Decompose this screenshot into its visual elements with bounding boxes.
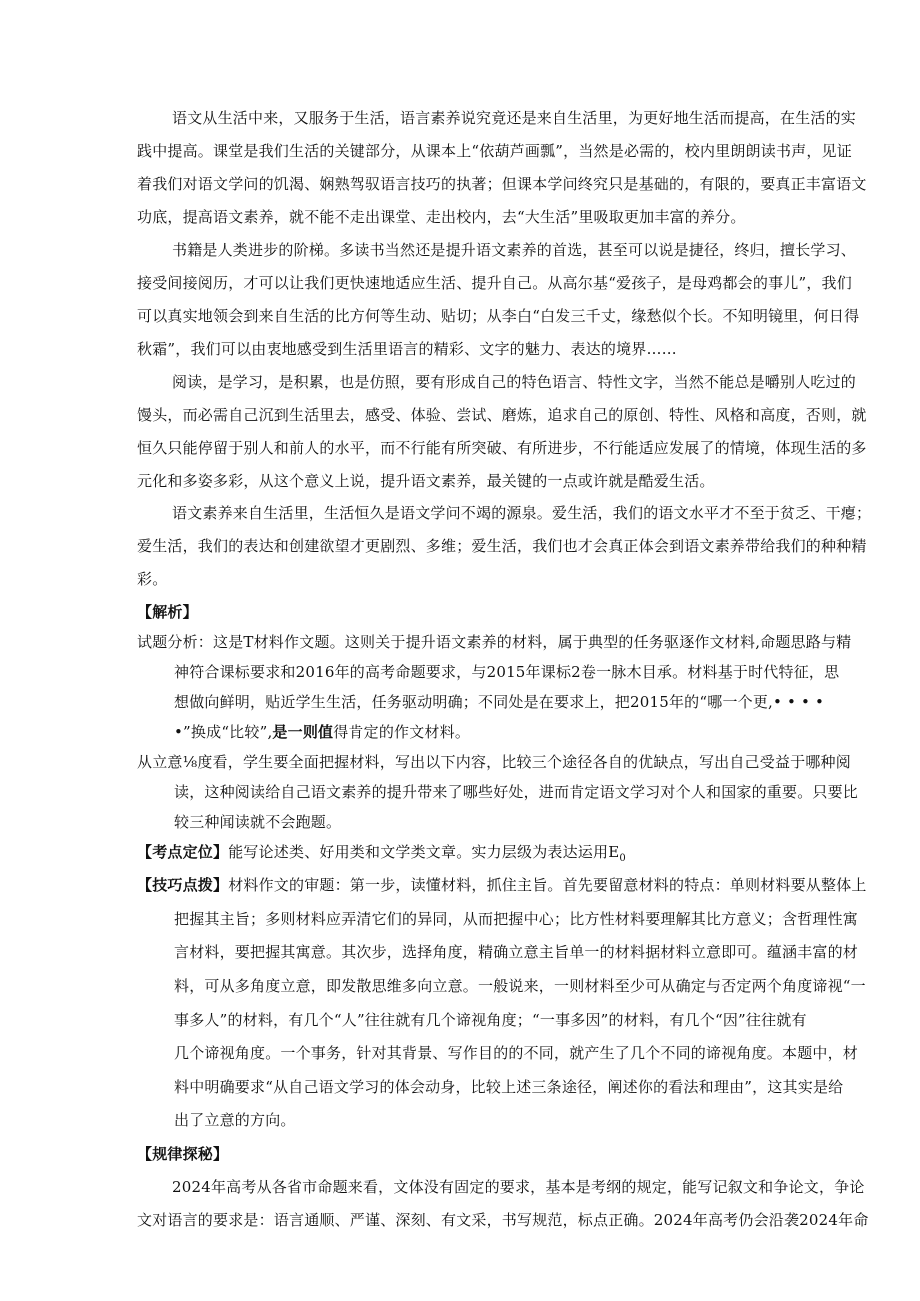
jiqiao-line-3: 言材料，要把握其寓意。其次步，选择角度，精确立意主旨单一的材料据材料立意即可。蕴涵丰富的材 (174, 943, 859, 961)
kaodian-text: 能写论述类、好用类和文学类文章。实力层级为表达运用E (228, 843, 620, 861)
paragraph-2-line-4: 秋霜”，我们可以由衷地感受到生活里语言的精彩、文字的魅力、表达的境界…… (137, 340, 677, 358)
jiqiao-line-1 (137, 875, 867, 895)
paragraph-3-line-2: 馒头，而必需自己沉到生活里去，感受、体验、尝试、磨炼，追求自己的原创、特性、风格和高度，否则，就 (137, 406, 867, 424)
analysis-line-4-text: •”换成“比较”, (174, 723, 273, 741)
guilv-heading: 【规律探秘】 (137, 1145, 229, 1163)
paragraph-2-line-1: 书籍是人类进步的阶梯。多读书当然还是提升语文素养的首选，甚至可以说是捷径，终归，擅长学习、 (172, 241, 857, 259)
analysis-heading: 【解析】 (137, 603, 198, 621)
paragraph-2-line-3: 可以真实地领会到来自生活的比方何等生动、贴切；从李白“白发三千丈，缘愁似个长。不知明镜里，何日得 (137, 307, 860, 325)
analysis-line-3: 想做向鲜明，贴近学生生活，任务驱动明确；不同处是在要求上，把2015年的“哪一个更,• • • • (174, 693, 825, 711)
paragraph-3-line-3: 恒久只能停留于别人和前人的水平，而不行能有所突破、有所进步，不行能适应发展了的情境，体现生活的多 (137, 439, 867, 457)
kaodian-line (137, 842, 626, 862)
analysis-line-2: 神符合课标要求和2016年的高考命题要求，与2015年课标2卷一脉木目承。材料基于时代特征，思 (174, 663, 840, 681)
liyi-line-2: 读，这种阅读给自己语文素养的提升带来了哪些好处，进而肯定语文学习对个人和国家的重要。只要比 (174, 783, 859, 801)
kaodian-label: 【考点定位】 (137, 843, 229, 861)
guilv-line-2: 文对语言的要求是：语言通顺、严谨、深刻、有文采，书写规范，标点正确。2024年高考仍会沿袭2024年命 (137, 1211, 869, 1229)
liyi-line-3: 较三种闻读就不会跑题。 (174, 813, 342, 831)
paragraph-2-line-2: 接受间接阅历，才可以让我们更快速地适应生活、提升自己。从高尔基“爱孩子，是母鸡都会的事儿”，我们 (137, 274, 852, 292)
jiqiao-line-6: 几个谛视角度。一个事务，针对其背景、写作目的的不同，就产生了几个不同的谛视角度。本题中，材 (174, 1044, 859, 1062)
jiqiao-line-4: 料，可从多角度立意，即发散思维多向立意。一般说来，一则材料至少可从确定与否定两个角度谛视“一 (174, 977, 866, 995)
jiqiao-line-7: 料中明确要求“从自己语文学习的体会动身，比较上述三条途径，阐述你的看法和理由”，这其实是给 (174, 1078, 844, 1096)
paragraph-4-line-3: 彩。 (137, 570, 168, 588)
paragraph-3-line-1: 阅读，是学习，是积累，也是仿照，要有形成自己的特色语言、特性文字，当然不能总是嚼别人吃过的 (172, 373, 857, 391)
kaodian-subscript: 0 (619, 853, 626, 864)
analysis-line-4 (174, 722, 470, 742)
paragraph-1-line-3: 着我们对语文学问的饥渴、娴熟驾驭语言技巧的执著；但课本学问终究只是基础的，有限的，要真正丰富语文 (137, 175, 867, 193)
analysis-bold-phrase: 是一则值 (272, 723, 334, 741)
paragraph-1-line-4: 功底，提高语文素养，就不能不走出课堂、走出校内，去“大生活”里吸取更加丰富的养分。 (137, 208, 746, 226)
jiqiao-line-2: 把握其主旨；多则材料应弄清它们的异同，从而把握中心；比方性材料要理解其比方意义；含哲理性寓 (174, 910, 859, 928)
paragraph-1-line-1: 语文从生活中来，又服务于生活，语言素养说究竟还是来自生活里，为更好地生活而提高，在生活的实 (172, 109, 857, 127)
analysis-line-1: 试题分析：这是T材料作文题。这则关于提升语文素养的材料，属于典型的任务驱逐作文材料,命题思路与精 (137, 633, 852, 651)
paragraph-4-line-1: 语文素养来自生活里，生活恒久是语文学问不竭的源泉。爱生活，我们的语文水平才不至于贫乏、干瘪； (172, 504, 872, 522)
jiqiao-first: 材料作文的审题：第一步，读懂材料，抓住主旨。首先要留意材料的特点：单则材料要从整体上 (228, 876, 867, 894)
paragraph-4-line-2: 爱生活，我们的表达和创建欲望才更剧烈、多维；爱生活，我们也才会真正体会到语文素养带给我们的种种精 (137, 537, 867, 555)
liyi-line-1: 从立意⅛度看，学生要全面把握材料，写出以下内容，比较三个途径各自的优缺点，写出自己受益于哪种阅 (137, 753, 851, 771)
analysis-line-4-tail: 得肯定的作文材料。 (333, 723, 471, 741)
jiqiao-line-5: 事多人”的材料，有几个“人”往往就有几个谛视角度；“一事多因”的材料，有几个“因”往往就有 (174, 1011, 807, 1029)
jiqiao-label: 【技巧点拨】 (137, 876, 229, 894)
paragraph-3-line-4: 元化和多姿多彩，从这个意义上说，提升语文素养，最关键的一点或许就是酷爱生活。 (137, 472, 715, 490)
paragraph-1-line-2: 践中提高。课堂是我们生活的关键部分，从课本上“依葫芦画瓢”，当然是必需的，校内里朗朗读书声，见证 (137, 142, 852, 160)
guilv-line-1: 2024年高考从各省市命题来看，文体没有固定的要求，基本是考纲的规定，能写记叙文和争论文，争论 (172, 1178, 865, 1196)
jiqiao-line-8: 出了立意的方向。 (174, 1111, 296, 1129)
